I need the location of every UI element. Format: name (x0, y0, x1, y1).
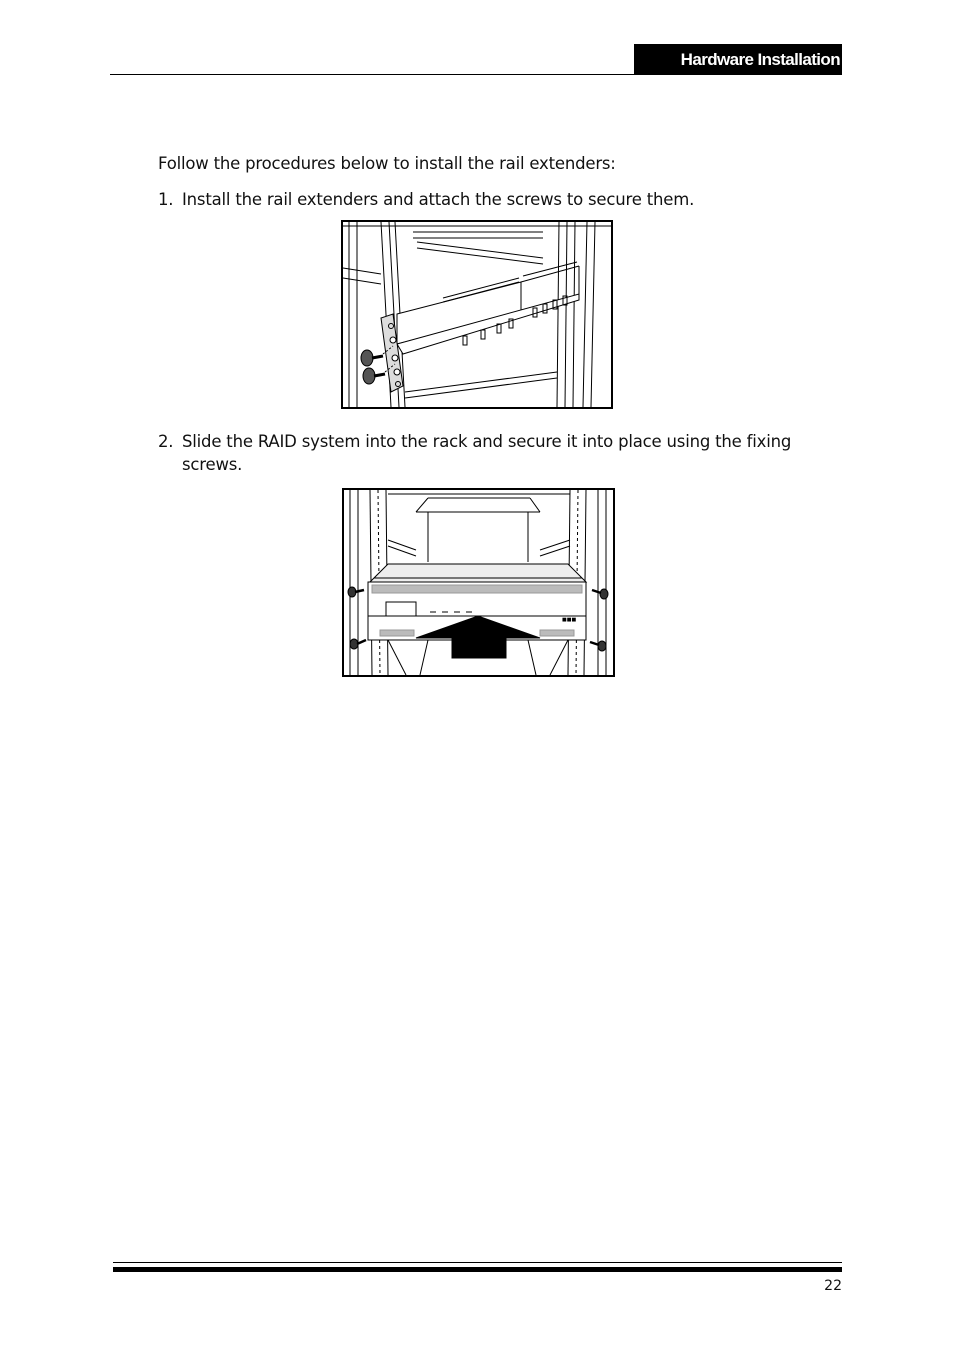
raid-rack-illustration (342, 488, 615, 677)
svg-text:■■■: ■■■ (562, 617, 577, 623)
step-1-text: Install the rail extenders and attach the screws to secure them. (182, 190, 695, 209)
step-2-number: 2. (158, 432, 174, 451)
intro-paragraph: Follow the procedures below to install the rail extenders: (158, 154, 616, 173)
section-title: Hardware Installation (634, 44, 842, 75)
step-2-text: Slide the RAID system into the rack and secure it into place using the fixing screws. (182, 432, 792, 474)
page-number: 22 (824, 1278, 842, 1294)
footer-rule-thin (113, 1262, 842, 1263)
footer-rule-thick (113, 1267, 842, 1272)
step-1-number: 1. (158, 190, 174, 209)
rail-extender-illustration (341, 220, 613, 409)
